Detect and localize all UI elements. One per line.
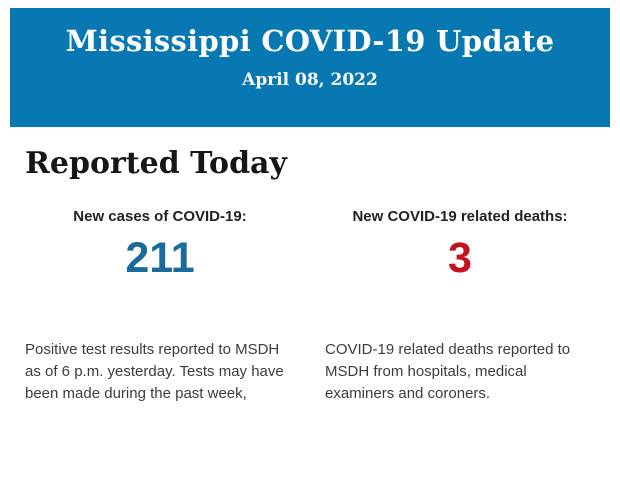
new-cases-label: New cases of COVID-19: <box>73 208 247 225</box>
new-deaths-label: New COVID-19 related deaths: <box>352 208 568 225</box>
new-deaths-value: 3 <box>448 234 472 282</box>
main-content <box>0 146 620 405</box>
report-date: April 08, 2022 <box>242 70 378 90</box>
stat-card-new-deaths <box>325 208 595 405</box>
stat-card-new-cases <box>25 208 295 405</box>
section-heading: Reported Today <box>25 146 287 181</box>
new-deaths-description: COVID-19 related deaths reported to MSDH from hospitals, medical examiners and coroners. <box>325 341 571 403</box>
new-cases-description: Positive test results reported to MSDH as of 6 p.m. yesterday. Tests may have been made during the past week, <box>25 341 284 403</box>
page-title: Mississippi COVID-19 Update <box>65 24 555 58</box>
header-banner <box>10 8 610 127</box>
new-cases-value: 211 <box>125 234 195 282</box>
stats-row <box>25 208 595 405</box>
